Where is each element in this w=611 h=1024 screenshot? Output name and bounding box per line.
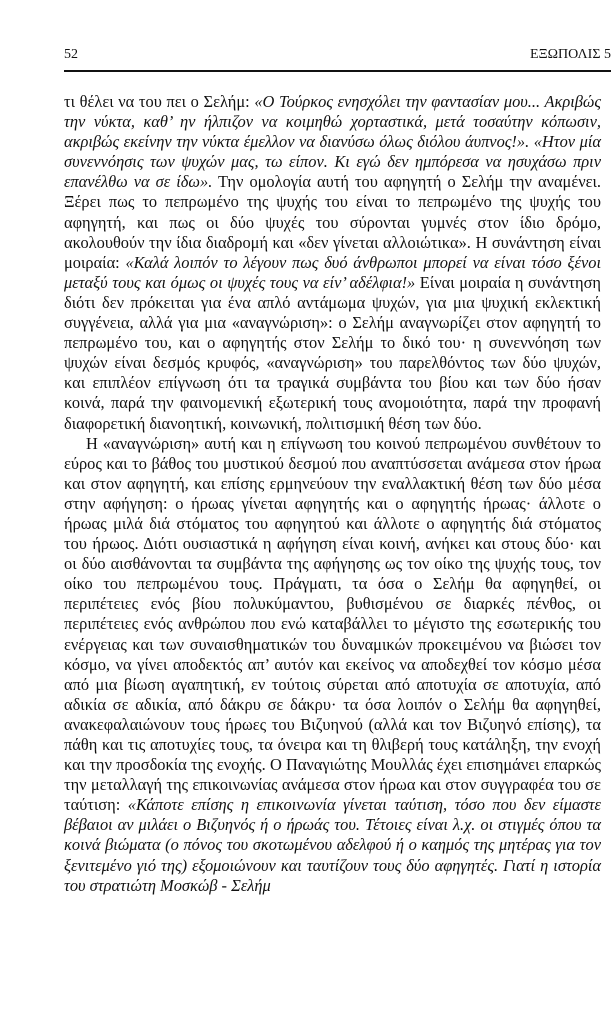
quotation-segment: «Καλά λοιπόν το λέγουν πως δυό άνθρωποι μπορεί να είναι τόσο ξένοι μεταξύ τους και όμως οι ψυχές τους να είν’ αδέλφια!»: [64, 252, 602, 292]
paragraph-1: [64, 92, 601, 434]
page-header: [64, 44, 611, 66]
header-rule: [64, 70, 611, 72]
text-segment: Η «αναγνώριση» αυτή και η επίγνωση του κοινού πεπρωμένου συνθέτουν το εύρος και το βάθος του μυστικού δεσμού που αναπτύσσεται ανάμεσα στον ήρωα και στον αφηγητή, και επίσης ερμηνεύουν την εναλλακτική θέση των δύο μέσα στην αφήγηση: ο ήρωας γίνεται αφηγητής και ο αφηγητής ήρωας· άλλοτε ο ήρωας μιλά διά στόματος του αφηγητού και άλλοτε ο αφηγητής διά στόματος του ήρωος. Διότι ουσιαστικά η αφήγηση είναι κοινή, ανήκει και στους δύο· και οι δύο αισθάνονται τα συμβάντα της αφήγησης ως τον οίκο της ψυχής τους, τον οίκο του πεπρωμένου τους. Πράγματι, τα όσα ο Σελήμ θα αφηγηθεί, οι περιπέτειες ενός βίου πολυκύμαντου, βυθισμένου σε διαρκές πένθος, οι περιπέτειες ενός ανθρώπου που ενώ καταβάλλει το μέγιστο της εσωτερικής του ενέργειας και των συναισθηματικών του δυναμικών προκειμένου να βιώσει τον κόσμο, να γίνει αποδεκτός απ’ αυτόν και εκείνος να αποδεχθεί τον κόσμο μέσα από μια βίωση αγαπητική, εν τούτοις σύρεται από αποτυχία σε αποτυχία, από αδικία σε αδικία, από δάκρυ σε δάκρυ· τα όσα λοιπόν ο Σελήμ θα αφηγηθεί, ανακεφαλαιώνουν τους ήρωες του Βιζυηνού (αλλά και τον Βιζυηνό επίσης), τα πάθη και τις αποτυχίες τους, τα όνειρα και τη θλιβερή τους κατάληξη, την ενοχή και την προσδοκία της ενοχής. Ο Παναγιώτης Μουλλάς έχει επισημάνει επαρκώς την μεταλλαγή της επικοινωνίας ανάμεσα στον ήρωα και στον συγγραφέα του σε ταύτιση:: [64, 433, 601, 815]
text-segment: τι θέλει να του πει ο Σελήμ:: [64, 92, 255, 111]
running-title: ΕΞΩΠΟΛΙΣ 5: [530, 47, 611, 62]
text-segment: Την ομολογία αυτή του αφηγητή ο Σελήμ την αναμένει. Ξέρει πως το πεπρωμένο της ψυχής του είναι το πεπρωμένο της ψυχής του αφηγητή, και πως οι δύο ψυχές του σύρονται γυμνές στον ίδιο δρόμο, ακολουθούν την ίδια διαδρομή και «δεν γίνεται αλλοιώτικα». Η συνάντηση είναι μοιραία:: [64, 172, 601, 272]
text-segment: Είναι μοιραία η συνάντηση διότι δεν πρόκειται για ένα απλό αντάμωμα ψυχών, για μια ψυχική εκλεκτική συγγένεια, αλλά για μια «αναγνώριση»: ο Σελήμ αναγνωρίζει στον αφηγητή το πεπρωμένο του, και ο αφηγητής στον Σελήμ το δικό του· η συνεννόηση των ψυχών είναι δεσμός κρυφός, «αναγνώριση» του παρελθόντος των δύο ψυχών, και επιπλέον επίγνωση ότι τα τραγικά συμβάντα του βίου και των δύο ήσαν κοινά, παρά την φαινομενική εξωτερική τους ανομοιότητα, παρά την προφανή διαφορετική διανοητική, κοινωνική, πολιτισμική θέση των δύο.: [64, 272, 601, 433]
quotation-segment: «Ο Τούρκος ενησχόλει την φαντασίαν μου... Ακριβώς την νύκτα, καθ’ ην ήλπιζον να κοιμηθώ χορταστικά, μετά τοσαύτην κόπωσιν, ακριβώς εκείνην την νύκτα έμελλον να διανύσω όλως διόλου άυπνος!». «Ητον μία συνεννόησις των ψυχών μας, τω είπον. Κι εγώ δεν ημπόρεσα να ησυχάσω πριν επανέλθω να σε ίδω».: [64, 92, 601, 192]
quotation-segment: «Κάποτε επίσης η επικοινωνία γίνεται ταύτιση, τόσο που δεν είμαστε βέβαιοι αν μιλάει ο Βιζυηνός ή ο ήρωάς του. Τέτοιες είναι λ.χ. οι στιγμές όπου τα κοινά βιώματα (ο πόνος του σκοτωμένου αδελφού ή ο καημός της μητέρας για τον ξενιτεμένο γιό της) εξομοιώνουν και ταυτίζουν τους δύο αφηγητές. Γιατί η ιστορία του στρατιώτη Μοσκώβ - Σελήμ: [64, 795, 601, 895]
page-number: 52: [64, 47, 78, 62]
paragraph-2: [64, 434, 601, 896]
body-text: [64, 92, 601, 896]
